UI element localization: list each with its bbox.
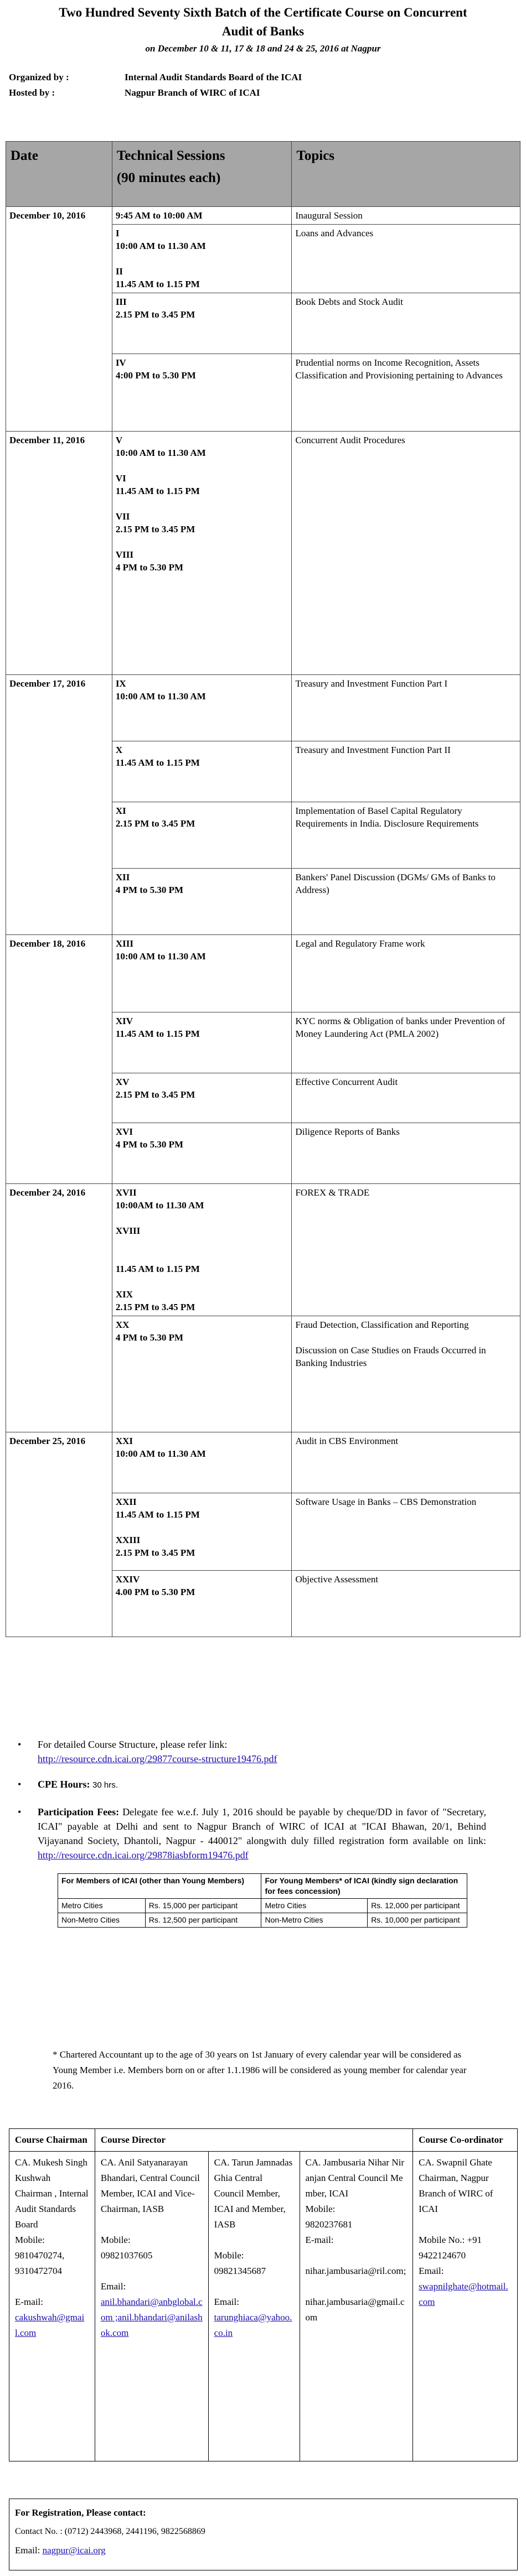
- schedule-session: XXII 11.45 AM to 1.15 PM XXIII 2.15 PM to 3.45 PM: [112, 1493, 292, 1571]
- schedule-session: XI 2.15 PM to 3.45 PM: [112, 802, 292, 869]
- structure-text: • For detailed Course Structure, please refer link:: [38, 1739, 228, 1750]
- schedule-row: [6, 675, 520, 741]
- schedule-topic: Diligence Reports of Banks: [292, 1123, 520, 1184]
- registration-email-label: Email:: [15, 2545, 40, 2556]
- fees-row: [58, 1899, 467, 1913]
- schedule-topic: Objective Assessment: [292, 1571, 520, 1637]
- hosted-value: Nagpur Branch of WIRC of ICAI: [125, 87, 260, 98]
- schedule-date: December 17, 2016: [6, 675, 112, 935]
- fees-bullet: [38, 1805, 486, 1862]
- schedule-session: XVII 10:00AM to 11.30 AM XVIII 11.45 AM to 1.15 PM XIX 2.15 PM to 3.45 PM: [112, 1184, 292, 1316]
- coordinator-cell: [413, 2152, 518, 2461]
- director2-text: CA. Tarun Jamnadas Ghia Central Council Member, ICAI and Member, IASB Mobile: 09821345687 Email:: [214, 2157, 293, 2307]
- fees-members-header: For Members of ICAI (other than Young Members): [58, 1874, 261, 1899]
- fees-member-fee: Rs. 12,500 per participant: [145, 1913, 261, 1928]
- young-member-note: * Chartered Accountant up to the age of 30 years on 1st January of every calendar year will be considered as Young Member i.e. Members born on or after 1.1.1986 will be considered as young member for calendar year 2016.: [53, 2049, 467, 2091]
- schedule-topic: Concurrent Audit Procedures: [292, 432, 520, 675]
- title-line-2: Audit of Banks: [221, 24, 305, 38]
- registration-email[interactable]: nagpur@icai.org: [42, 2545, 106, 2556]
- schedule-session: IX 10:00 AM to 11.30 AM: [112, 675, 292, 741]
- schedule-topic: Treasury and Investment Function Part II: [292, 741, 520, 802]
- director2-cell: [208, 2152, 300, 2461]
- director3-cell: [300, 2152, 413, 2461]
- schedule-topic: Effective Concurrent Audit: [292, 1073, 520, 1123]
- director3-text: CA. Jambusaria Nihar Niranjan Central Council Member, ICAI Mobile: 9820237681 E-mail: nihar.jambusaria@ril.com; nihar.jambusaria@gmail.com: [305, 2157, 406, 2323]
- fees-young-header: For Young Members* of ICAI (kindly sign declaration for fees concession): [261, 1874, 467, 1899]
- registration-box: [9, 2499, 518, 2570]
- schedule-topic: Inaugural Session: [292, 207, 520, 225]
- schedule-topic: FOREX & TRADE: [292, 1184, 520, 1316]
- coordinator-email[interactable]: swapnilghate@hotmail.com: [419, 2281, 508, 2307]
- subtitle: on December 10 & 11, 17 & 18 and 24 & 25, 2016 at Nagpur: [145, 43, 381, 54]
- chairman-email[interactable]: cakushwah@gmail.com: [15, 2312, 85, 2338]
- header-date: Date: [6, 142, 112, 207]
- schedule-session: 9:45 AM to 10:00 AM: [112, 207, 292, 225]
- schedule-session: XVI 4 PM to 5.30 PM: [112, 1123, 292, 1184]
- fees-young-fee: Rs. 10,000 per participant: [368, 1913, 467, 1928]
- schedule-row: [6, 207, 520, 225]
- schedule-topic: Prudential norms on Income Recognition, Assets Classification and Provisioning pertaining to Advances: [292, 354, 520, 432]
- cpe-value: 30 hrs.: [92, 1780, 118, 1790]
- schedule-body: [6, 207, 520, 1637]
- schedule-session: XII 4 PM to 5.30 PM: [112, 869, 292, 935]
- fees-text: Delegate fee w.e.f. July 1, 2016 should be payable by cheque/DD in favor of "Secretary, ICAI" payable at Delhi and sent to Nagpur Branch of WIRC of ICAI at "ICAI Bhawan, 20/1, Behind Vijayanand Society, Dhantoli, Nagpur - 440012" alongwith duly filled registration form available on link:: [38, 1806, 486, 1846]
- fees-young-city: Metro Cities: [261, 1899, 368, 1913]
- header-sessions-line1: Technical Sessions: [116, 148, 225, 163]
- schedule-header-row: [6, 142, 520, 207]
- fees-young-fee: Rs. 12,000 per participant: [368, 1899, 467, 1913]
- director1-text: CA. Anil Satyanarayan Bhandari, Central Council Member, ICAI and Vice-Chairman, IASB Mobile: 09821037605 Email:: [100, 2157, 200, 2292]
- director1-email[interactable]: anil.bhandari@anbglobal.com ;anil.bhandari@anilashok.com: [100, 2297, 203, 2338]
- fees-label: Participation Fees:: [38, 1806, 120, 1817]
- structure-link[interactable]: http://resource.cdn.icai.org/29877course-structure19476.pdf: [38, 1753, 277, 1764]
- schedule-session: XXIV 4.00 PM to 5.30 PM: [112, 1571, 292, 1637]
- fees-link[interactable]: http://resource.cdn.icai.org/29878iasbform19476.pdf: [38, 1850, 249, 1861]
- schedule-row: [6, 1432, 520, 1493]
- schedule-date: December 10, 2016: [6, 207, 112, 432]
- coordinator-header: Course Co-ordinator: [413, 2129, 518, 2152]
- schedule-session: X 11.45 AM to 1.15 PM: [112, 741, 292, 802]
- schedule-date: December 11, 2016: [6, 432, 112, 675]
- director-header: Course Director: [95, 2129, 412, 2152]
- schedule-topic: Bankers' Panel Discussion (DGMs/ GMs of Banks to Address): [292, 869, 520, 935]
- contacts-table: [9, 2128, 518, 2461]
- schedule-date: December 24, 2016: [6, 1184, 112, 1432]
- schedule-row: [6, 1184, 520, 1316]
- chairman-header: Course Chairman: [9, 2129, 95, 2152]
- fees-city: Metro Cities: [58, 1899, 146, 1913]
- schedule-session: XIV 11.45 AM to 1.15 PM: [112, 1012, 292, 1073]
- structure-bullet: [38, 1737, 486, 1766]
- schedule-topic: Loans and Advances: [292, 225, 520, 293]
- schedule-session: XXI 10:00 AM to 11.30 AM: [112, 1432, 292, 1493]
- director1-cell: [95, 2152, 208, 2461]
- registration-label: For Registration, Please contact:: [15, 2507, 146, 2518]
- fees-young-city: Non-Metro Cities: [261, 1913, 368, 1928]
- schedule-session: XX 4 PM to 5.30 PM: [112, 1316, 292, 1432]
- schedule-session: XV 2.15 PM to 3.45 PM: [112, 1073, 292, 1123]
- schedule-session: III 2.15 PM to 3.45 PM: [112, 293, 292, 354]
- cpe-bullet: [38, 1777, 486, 1793]
- schedule-topic: KYC norms & Obligation of banks under Prevention of Money Laundering Act (PMLA 2002): [292, 1012, 520, 1073]
- schedule-session: IV 4:00 PM to 5.30 PM: [112, 354, 292, 432]
- schedule-session: V 10:00 AM to 11.30 AM VI 11.45 AM to 1.15 PM VII 2.15 PM to 3.45 PM VIII 4 PM to 5.30 PM: [112, 432, 292, 675]
- registration-contact: Contact No. : (0712) 2443968, 2441196, 9822568869: [15, 2527, 205, 2536]
- schedule-row: [6, 432, 520, 675]
- schedule-topic: Software Usage in Banks – CBS Demonstration: [292, 1493, 520, 1571]
- schedule-topic: Treasury and Investment Function Part I: [292, 675, 520, 741]
- header-sessions-line2: (90 minutes each): [116, 170, 221, 185]
- schedule-topic: Implementation of Basel Capital Regulatory Requirements in India. Disclosure Requirements: [292, 802, 520, 869]
- header-sessions: [112, 142, 292, 207]
- fees-table: [58, 1873, 467, 1928]
- fees-city: Non-Metro Cities: [58, 1913, 146, 1928]
- cpe-label: CPE Hours:: [38, 1779, 90, 1790]
- schedule-date: December 18, 2016: [6, 935, 112, 1184]
- chairman-cell: [9, 2152, 95, 2461]
- schedule-session: XIII 10:00 AM to 11.30 AM: [112, 935, 292, 1012]
- fees-row: [58, 1913, 467, 1928]
- organized-label: Organized by :: [9, 72, 69, 82]
- schedule-row: [6, 935, 520, 1012]
- director2-email[interactable]: tarunghiaca@yahoo.co.in: [214, 2312, 292, 2338]
- schedule-table: [6, 141, 520, 1637]
- document-title: [0, 3, 526, 41]
- header-topics: Topics: [292, 142, 520, 207]
- schedule-topic: Audit in CBS Environment: [292, 1432, 520, 1493]
- title-line-1: Two Hundred Seventy Sixth Batch of the Certificate Course on Concurrent: [59, 6, 467, 19]
- organized-value: Internal Audit Standards Board of the ICAI: [125, 72, 302, 82]
- schedule-topic: Legal and Regulatory Frame work: [292, 935, 520, 1012]
- schedule-date: December 25, 2016: [6, 1432, 112, 1637]
- schedule-topic: Fraud Detection, Classification and Reporting Discussion on Case Studies on Frauds Occurred in Banking Industries: [292, 1316, 520, 1432]
- coordinator-text: CA. Swapnil Ghate Chairman, Nagpur Branch of WIRC of ICAI Mobile No.: +91 9422124670 Email:: [419, 2157, 493, 2276]
- registration-email-line: [15, 2541, 512, 2560]
- fees-member-fee: Rs. 15,000 per participant: [145, 1899, 261, 1913]
- schedule-topic: Book Debts and Stock Audit: [292, 293, 520, 354]
- chairman-text: CA. Mukesh Singh Kushwah Chairman , Internal Audit Standards Board Mobile: 9810470274, 9310472704 E-mail:: [15, 2157, 89, 2307]
- hosted-label: Hosted by :: [9, 87, 55, 98]
- schedule-session: I 10:00 AM to 11.30 AM II 11.45 AM to 1.15 PM: [112, 225, 292, 293]
